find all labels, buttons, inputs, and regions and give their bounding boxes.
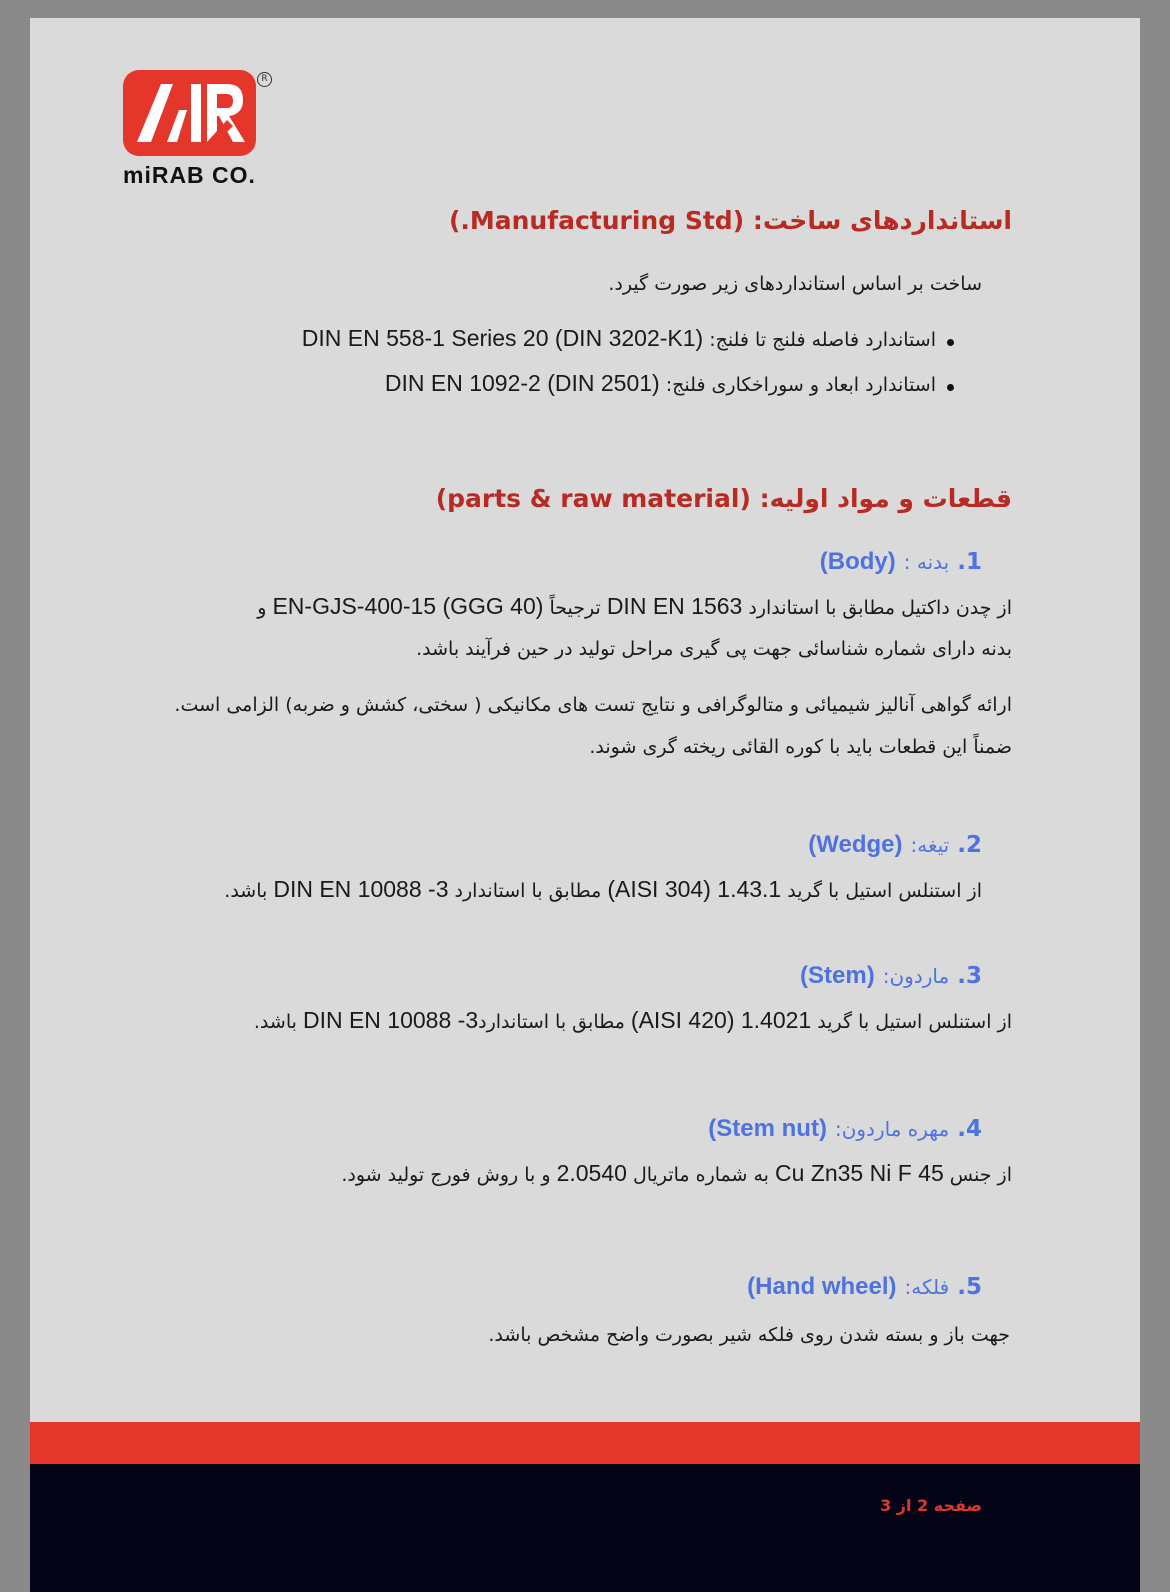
text-segment: از استنلس استیل با گرید [781, 880, 982, 902]
text-segment: به شماره ماتریال [626, 1164, 775, 1186]
bullet-value: DIN EN 558-1 Series 20 (DIN 3202-K1) [301, 325, 704, 351]
section-title-parts [436, 484, 1012, 513]
item-text-line: ارائه گواهی آنالیز شیمیائی و متالوگرافی و نتایج تست های مکانیکی ( سختی، کشش و ضربه) الزامی است. [174, 694, 1012, 716]
item-text-line [254, 1007, 1012, 1034]
item-name-en: (Stem nut) [708, 1115, 827, 1142]
material-grade: 1.43.1 (AISI 304) [607, 876, 782, 902]
section-title-en: (parts & raw material) [435, 484, 751, 513]
item-text-line: ضمناً این قطعات باید با کوره القائی ریخته گری شوند. [589, 736, 1012, 758]
item-name-en: (Stem) [800, 962, 875, 989]
text-segment: از چدن داکتیل مطابق با استاندارد [742, 597, 1012, 619]
item-title-body [820, 548, 982, 576]
text-segment: از استنلس استیل با گرید [811, 1011, 1012, 1033]
item-name-fa: فلکه: [904, 1275, 950, 1299]
item-text-line [341, 1160, 1012, 1187]
text-segment: مطابق با استاندارد [448, 880, 608, 902]
section-intro: ساخت بر اساس استانداردهای زیر صورت گیرد. [608, 273, 982, 295]
item-text-line [224, 876, 982, 903]
material-grade: EN-GJS-400-15 (GGG 40) [272, 593, 544, 619]
standard-code: 3- DIN EN 10088 [302, 1007, 479, 1033]
item-name-fa: مهره ماردون: [834, 1117, 950, 1141]
item-name-en: (Hand wheel) [747, 1273, 897, 1300]
item-number: 3. [957, 963, 982, 989]
item-name-en: (Wedge) [808, 831, 903, 858]
section-title-manufacturing [449, 206, 1012, 235]
section-title-fa: قطعات و مواد اولیه: [759, 484, 1012, 513]
item-text-line [257, 593, 1012, 620]
material-grade: 1.4021 (AISI 420) [630, 1007, 812, 1033]
bullet-value: DIN EN 1092-2 (DIN 2501) [384, 370, 660, 396]
company-logo [123, 70, 283, 200]
standard-code: DIN EN 10088 -3 [273, 876, 449, 902]
material-grade: Cu Zn35 Ni F 45 [775, 1160, 944, 1186]
item-number: 5. [957, 1274, 982, 1300]
material-number: 2.0540 [556, 1160, 627, 1186]
bullet-item [302, 325, 936, 352]
item-title-hand-wheel [747, 1273, 982, 1301]
bullet-item [385, 370, 936, 397]
item-name-fa: تیغه: [910, 833, 950, 857]
item-number: 4. [957, 1116, 982, 1142]
bullet-label: استاندارد ابعاد و سوراخکاری فلنج: [665, 374, 936, 396]
text-segment: باشد. [224, 880, 274, 902]
item-title-stem-nut [708, 1115, 982, 1143]
bullet-icon [947, 384, 954, 391]
page-number: صفحه 2 از 3 [880, 1496, 982, 1515]
text-segment: مطابق با استاندارد [478, 1011, 631, 1033]
registered-mark: R [257, 72, 272, 87]
section-title-fa: استانداردهای ساخت: [752, 206, 1012, 235]
logo-mark [123, 70, 256, 156]
item-title-stem [800, 962, 982, 990]
standard-code: DIN EN 1563 [606, 593, 743, 619]
item-title-wedge [808, 831, 982, 859]
document-page [30, 18, 1140, 1592]
item-number: 2. [957, 832, 982, 858]
logo-brand-text: miRAB CO. [123, 162, 256, 188]
footer-dark-band [30, 1464, 1140, 1592]
item-number: 1. [957, 549, 982, 575]
item-text-line: جهت باز و بسته شدن روی فلکه شیر بصورت واضح مشخص باشد. [488, 1324, 1010, 1346]
text-segment: و [257, 597, 273, 619]
bullet-label: استاندارد فاصله فلنج تا فلنج: [709, 329, 936, 351]
bullet-icon [947, 339, 954, 346]
item-name-fa: بدنه : [903, 550, 950, 574]
section-title-en: (Manufacturing Std.) [448, 206, 745, 235]
text-segment: و با روش فورج تولید شود. [341, 1164, 557, 1186]
footer-red-band [30, 1422, 1140, 1464]
item-text-line: بدنه دارای شماره شناسائی جهت پی گیری مراحل تولید در حین فرآیند باشد. [416, 638, 1012, 660]
text-segment: باشد. [253, 1011, 303, 1033]
item-name-fa: ماردون: [882, 964, 950, 988]
text-segment: از جنس [943, 1164, 1012, 1186]
item-name-en: (Body) [819, 548, 896, 575]
text-segment: ترجیحاً [543, 597, 607, 619]
